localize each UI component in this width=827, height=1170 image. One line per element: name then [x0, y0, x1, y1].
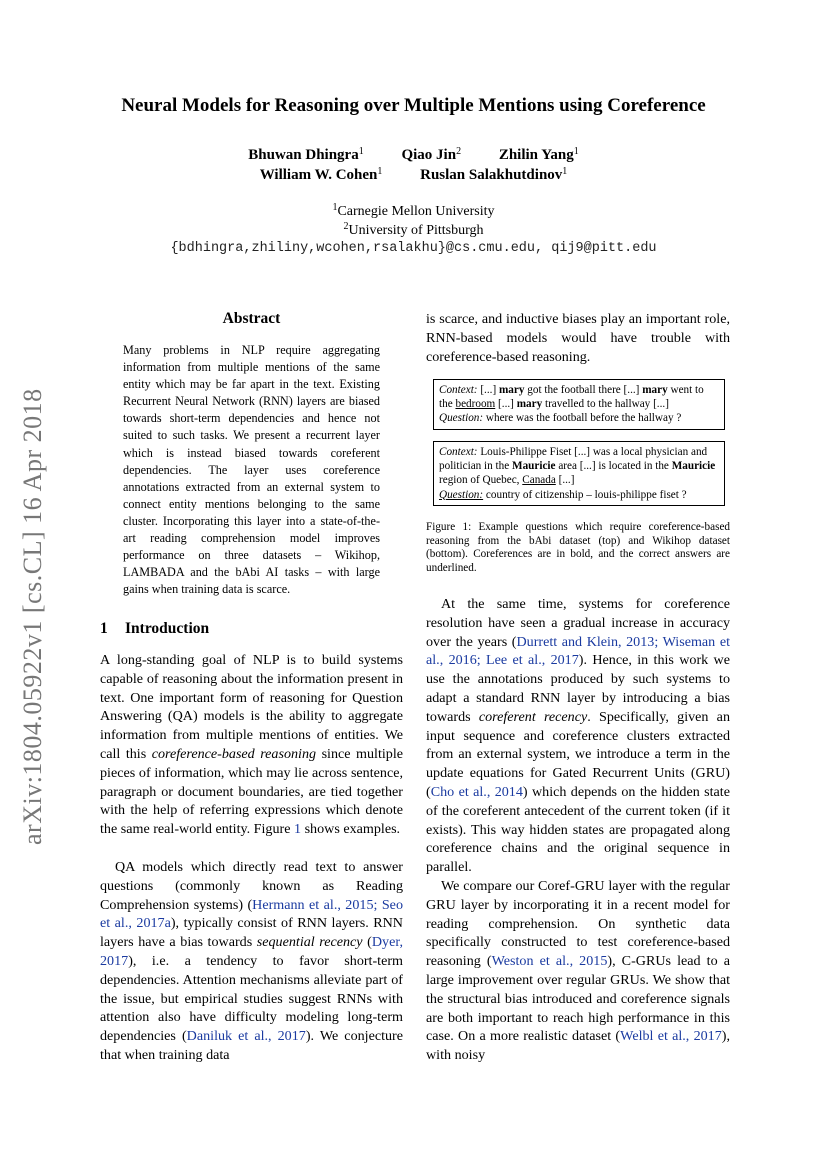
question-label: Question: — [439, 488, 484, 501]
citation-link[interactable]: Hermann et al., 2015; Seo et al., 2017a — [100, 896, 403, 932]
arxiv-stamp: arXiv:1804.05922v1 [cs.CL] 16 Apr 2018 — [18, 388, 47, 845]
figure-example-babi — [433, 379, 725, 430]
affiliation-marker: 2 — [456, 146, 462, 157]
affiliation-marker: 1 — [332, 202, 338, 213]
author-line-1 — [60, 146, 767, 164]
text-run: At the same time, systems for coreference resolution have seen a gradual increase in accuracy over the years ( — [426, 596, 730, 650]
text-run: ( — [362, 934, 372, 951]
citation-link[interactable]: Weston et al., 2015 — [491, 953, 608, 970]
text-run: since multiple pieces of information, which may lie across sentence, paragraph or document boundaries, are tied together with the help of referring expressions which denote the same real-world entity. Figure — [100, 745, 403, 838]
paper-title: Neural Models for Reasoning over Multiple Mentions using Coreference — [121, 95, 706, 116]
text-run: ), C-GRUs lead to a large improvement over regular GRUs. We show that the structural bias introduced and coreference signals are both important to reach high performance in this case. On a more realistic dataset ( — [426, 953, 730, 1045]
correct-answer: Canada — [522, 474, 556, 487]
section-number: 1 — [100, 620, 108, 637]
figure-caption: Figure 1: Example questions which require coreference-based reasoning from the bAbi dataset (top) and Wikihop dataset (bottom). Coreferences are in bold, and the correct answers are underlined. — [426, 521, 730, 574]
coreference-mention: Mauricie — [671, 460, 716, 473]
text-run: [...] — [555, 474, 575, 487]
coreference-mention: Mauricie — [512, 460, 556, 473]
author-name: Zhilin Yang — [498, 147, 574, 163]
text-run: ). We conjecture that when training data — [100, 1028, 403, 1063]
affiliation-2 — [60, 221, 767, 239]
citation-link[interactable]: Daniluk et al., 2017 — [186, 1028, 306, 1045]
text-run: got the football there [...] — [524, 384, 643, 396]
affiliation-1 — [60, 202, 767, 220]
citation-link[interactable]: Cho et al., 2014 — [430, 783, 523, 800]
question-label: Question: — [439, 412, 484, 425]
author-name: Ruslan Salakhutdinov — [420, 167, 563, 183]
affiliation-marker: 1 — [377, 166, 383, 177]
affiliation-marker: 1 — [573, 146, 579, 157]
question-text: where was the football before the hallway ? — [483, 412, 682, 425]
context-label: Context: — [439, 446, 478, 458]
text-run: [...] — [495, 398, 517, 411]
author-name: Bhuwan Dhingra — [248, 147, 359, 163]
question-text: country of citizenship – louis-philippe fiset ? — [483, 488, 687, 501]
citation-link[interactable]: Dyer, 2017 — [100, 934, 403, 969]
text-run: ), i.e. a tendency to favor short-term dependencies. Attention mechanisms alleviate part of the issue, but empirical studies suggest RNNs with attention also have difficulty modeling long-term dependencies ( — [100, 952, 403, 1045]
text-run: ) which depends on the hidden state of the coreferent antecedent of the current token (if it exists). This way hidden states are propagated along coreference chains and the original sequence in parallel. — [426, 783, 730, 876]
affiliation-name: University of Pittsburgh — [348, 223, 484, 238]
text-run: QA models which directly read text to answer questions (commonly known as Reading Comprehension systems) ( — [100, 859, 403, 913]
coreference-mention: mary — [642, 384, 668, 396]
abstract-body: Many problems in NLP require aggregating information from multiple mentions of the same entity which may be far apart in the text. Existing Recurrent Neural Network (RNN) layers are biased towards short-term dependencies and hence not suited to such tasks. We present a recurrent layer which is instead biased towards coreferent dependencies. The layer uses coreference annotations extracted from an external system to connect entity mentions belonging to the same cluster. Incorporating this layer into a state-of-the-art reading comprehension model improves performance on three datasets – Wikihop, LAMBADA and the bAbi AI tasks – with large gains when training data is scarce. — [123, 343, 380, 597]
text-run: We compare our Coref-GRU layer with the regular GRU layer by incorporating it in a recent model for reading comprehension. On synthetic data specifically constructed to test coreference-based reasoning ( — [426, 878, 730, 970]
right-paragraph-2 — [426, 877, 730, 1065]
right-column-continuation: is scarce, and inductive biases play an important role, RNN-based models would have trouble with coreference-based reasoning. — [426, 311, 730, 365]
intro-paragraph-2 — [100, 858, 403, 1065]
text-run: ), typically consist of RNN layers. RNN layers have a bias towards — [100, 915, 403, 951]
emphasis-text: coreferent recency — [478, 708, 588, 725]
emphasis-text: coreference-based reasoning — [151, 745, 317, 762]
citation-link[interactable]: Welbl et al., 2017 — [620, 1028, 722, 1045]
citation-link[interactable]: Durrett and Klein, 2013; Wiseman et al., 2016; Lee et al., 2017 — [426, 633, 730, 669]
author-name: Qiao Jin — [401, 147, 457, 163]
coreference-mention: mary — [516, 398, 543, 411]
correct-answer: bedroom — [455, 398, 496, 411]
author-name: William W. Cohen — [259, 167, 378, 183]
figure-reference-link[interactable]: 1 — [294, 821, 302, 838]
text-run: . Specifically, given an input sequence and coreference clusters extracted from an external system, we introduce a term in the update equations for Gated Recurrent Units (GRU) ( — [426, 708, 730, 800]
emphasis-text: sequential recency — [256, 934, 363, 951]
text-run: [...] — [477, 384, 499, 396]
affiliation-marker: 1 — [358, 146, 364, 157]
intro-paragraph-1 — [100, 651, 403, 839]
text-run: travelled to the hallway [...] — [542, 398, 669, 411]
affiliation-marker: 1 — [562, 166, 568, 177]
affiliation-marker: 2 — [343, 221, 349, 232]
text-run: Louis-Philippe Fiset [...] was a local physician and politician in the — [439, 446, 708, 473]
section-title: Introduction — [125, 620, 210, 637]
abstract-heading: Abstract — [222, 310, 281, 327]
author-line-2 — [60, 166, 767, 184]
text-run: region of Quebec, — [439, 474, 523, 487]
context-label: Context: — [439, 384, 478, 396]
figure-example-wikihop — [433, 441, 725, 506]
text-run: went to the — [439, 384, 704, 411]
right-paragraph-1 — [426, 595, 730, 877]
text-run: shows examples. — [301, 821, 401, 838]
text-run: A long-standing goal of NLP is to build systems capable of reasoning about the information present in text. One important form of reasoning for Question Answering (QA) models is the ability to aggregate information from multiple mentions of entities. We call this — [100, 652, 403, 762]
coreference-mention: mary — [498, 384, 525, 396]
text-run: area [...] is located in the — [555, 460, 672, 473]
section-heading-introduction — [100, 620, 209, 638]
affiliation-name: Carnegie Mellon University — [337, 204, 495, 219]
text-run: ), with noisy — [426, 1028, 730, 1064]
text-run: ). Hence, in this work we use the annotations produced by such systems to adapt a standard RNN layer by introducing a bias towards — [426, 652, 730, 725]
author-emails: {bdhingra,zhiliny,wcohen,rsalakhu}@cs.cmu.edu, qij9@pitt.edu — [170, 241, 657, 256]
